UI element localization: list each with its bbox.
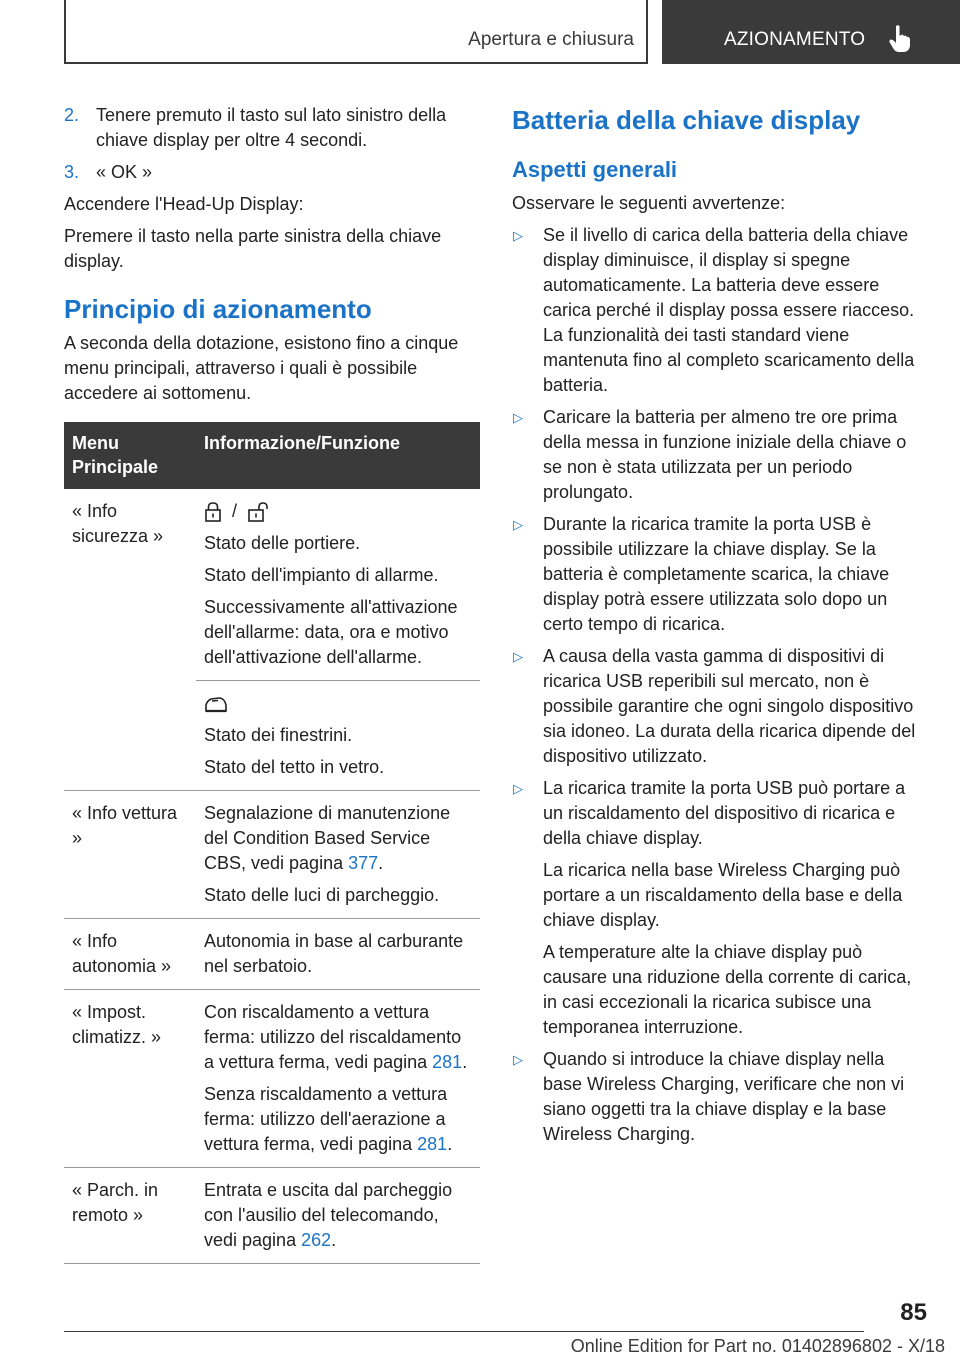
table-row (64, 791, 480, 919)
bullet-text: La ricarica nella base Wireless Charging può portare a un riscaldamento della base e della chiave display. (543, 860, 903, 930)
table-row (64, 1168, 480, 1264)
info-cell (196, 791, 480, 919)
step-text: « OK » (96, 162, 153, 182)
list-item (512, 776, 927, 1040)
list-item (512, 1047, 927, 1147)
bullet-text: Se il livello di carica della batteria della chiave display diminuisce, il display si spegne automaticamente. La batteria deve essere carica perché il display possa essere riacceso. La funzionalità dei tasti standard viene mantenuta fino al completo scaricamento della batteria. (543, 225, 915, 395)
menu-cell: « Info sicurezza » (64, 489, 196, 791)
info-cell (196, 990, 480, 1168)
left-column (64, 103, 480, 1264)
list-item (512, 405, 927, 505)
info-text: Stato delle luci di parcheggio. (204, 885, 440, 905)
table-header-row (64, 422, 480, 489)
right-column (512, 103, 927, 1154)
header-section-box (64, 0, 648, 64)
list-item-text (543, 512, 927, 637)
step-number: 3. (64, 162, 80, 182)
bullet-text: A causa della vasta gamma di dispositivi di ricarica USB reperibili sul mercato, non è possibile garantire che ogni singolo dispositivo sia idoneo. La durata della ricarica dipende del dispositivo utilizzato. (543, 646, 916, 766)
column-header-info: Informazione/Funzione (196, 422, 480, 489)
info-text: Stato dei finestrini. (204, 725, 353, 745)
section-heading: Principio di azionamento (64, 294, 372, 324)
list-item-text (543, 223, 927, 398)
bullet-triangle-icon: ▷ (513, 228, 523, 243)
info-cell (196, 1168, 480, 1264)
info-cell (196, 919, 480, 990)
menu-cell: « Parch. in remoto » (64, 1168, 196, 1264)
list-item-text (543, 1047, 927, 1147)
section-title: Apertura e chiusura (468, 29, 634, 50)
list-item (512, 644, 927, 769)
step-2 (64, 103, 480, 153)
step-text: Tenere premuto il tasto sul lato sinistro della chiave display per oltre 4 secondi. (96, 105, 447, 150)
table-row (64, 489, 480, 681)
info-cell (196, 681, 480, 791)
bullet-text: Quando si introduce la chiave display nella base Wireless Charging, verificare che non vi siano oggetti tra la chiave display e la base Wireless Charging. (543, 1049, 905, 1144)
lock-open-icon (247, 501, 269, 523)
info-text (204, 1000, 472, 1075)
info-text-part: . (378, 853, 384, 873)
menu-cell: « Info autonomia » (64, 919, 196, 990)
page-link[interactable]: 281 (432, 1052, 463, 1072)
info-text-part: Entrata e uscita dal parcheggio con l'ausilio del telecomando, vedi pagina (204, 1180, 453, 1250)
info-text (204, 801, 472, 876)
info-text: Stato dell'impianto di allarme. (204, 565, 439, 585)
list-item (512, 512, 927, 637)
list-item-text (543, 405, 927, 505)
warning-list (512, 223, 927, 1147)
lock-closed-icon (204, 501, 222, 523)
info-text-part: . (331, 1230, 337, 1250)
chapter-title: AZIONAMENTO (724, 29, 866, 50)
info-text-part: Segnalazione di manutenzione del Condition Based Service CBS, vedi pagina (204, 803, 451, 873)
info-text (204, 1082, 472, 1157)
page-link[interactable]: 262 (301, 1230, 332, 1250)
bullet-triangle-icon: ▷ (513, 1052, 523, 1067)
page-number: 85 (900, 1299, 927, 1326)
section-intro: Osservare le seguenti avvertenze: (512, 193, 786, 213)
info-text: Stato del tetto in vetro. (204, 757, 385, 777)
list-item-text (543, 776, 927, 1040)
icon-separator: / (232, 501, 238, 521)
info-text-part: . (447, 1134, 453, 1154)
info-cell (196, 489, 480, 681)
info-text-part: . (462, 1052, 468, 1072)
bullet-text: Durante la ricarica tramite la porta USB è possibile utilizzare la chiave display. Se la batteria è completamente scarica, la chiave display potrà essere utilizzata solo dopo un certo tempo di ricarica. (543, 514, 890, 634)
info-text (204, 1178, 472, 1253)
menu-cell: « Info vettura » (64, 791, 196, 919)
step-number: 2. (64, 105, 80, 125)
bullet-triangle-icon: ▷ (513, 517, 523, 532)
info-text-part: Senza riscaldamento a vettura ferma: utilizzo dell'aerazione a vettura ferma, vedi pagina (204, 1084, 448, 1154)
subsection-heading: Aspetti generali (512, 157, 678, 182)
footer-divider (64, 1331, 864, 1332)
column-header-menu: Menu Principale (64, 422, 196, 489)
instruction-text: Accendere l'Head-Up Display: (64, 194, 304, 214)
info-text: Autonomia in base al carburante nel serbatoio. (204, 931, 464, 976)
pointing-hand-icon (888, 24, 912, 54)
bullet-triangle-icon: ▷ (513, 649, 523, 664)
info-text: Stato delle portiere. (204, 533, 361, 553)
header-chapter-box (662, 0, 960, 64)
info-text-part: Con riscaldamento a vettura ferma: utilizzo del riscaldamento a vettura ferma, vedi pagina (204, 1002, 462, 1072)
table-row (64, 919, 480, 990)
lock-icons (204, 499, 472, 524)
info-text: Successivamente all'attivazione dell'allarme: data, ora e motivo dell'attivazione dell'allarme. (204, 597, 458, 667)
section-intro: A seconda della dotazione, esistono fino a cinque menu principali, attraverso i quali è possibile accedere ai sottomenu. (64, 333, 459, 403)
step-3 (64, 160, 480, 185)
section-heading: Batteria della chiave display (512, 105, 861, 135)
list-item (512, 223, 927, 398)
menu-cell: « Impost. climatizz. » (64, 990, 196, 1168)
table-row (64, 990, 480, 1168)
car-window-icons (204, 691, 472, 716)
menu-table (64, 422, 480, 1264)
car-window-icon (204, 694, 228, 714)
page-link[interactable]: 377 (348, 853, 379, 873)
bullet-text: Caricare la batteria per almeno tre ore prima della messa in funzione iniziale della chiave o se non è stata utilizzata per un periodo prolungato. (543, 407, 907, 502)
list-item-text (543, 644, 927, 769)
edition-footer: Online Edition for Part no. 01402896802 - X/18 (570, 1336, 945, 1356)
bullet-triangle-icon: ▷ (513, 781, 523, 796)
page-link[interactable]: 281 (417, 1134, 448, 1154)
instruction-text: Premere il tasto nella parte sinistra della chiave display. (64, 226, 442, 271)
bullet-text: La ricarica tramite la porta USB può portare a un riscaldamento del dispositivo di ricarica e della chiave display. (543, 778, 906, 848)
bullet-triangle-icon: ▷ (513, 410, 523, 425)
bullet-text: A temperature alte la chiave display può causare una riduzione della corrente di carica, in casi eccezionali la ricarica subisce una temporanea interruzione. (543, 942, 912, 1037)
